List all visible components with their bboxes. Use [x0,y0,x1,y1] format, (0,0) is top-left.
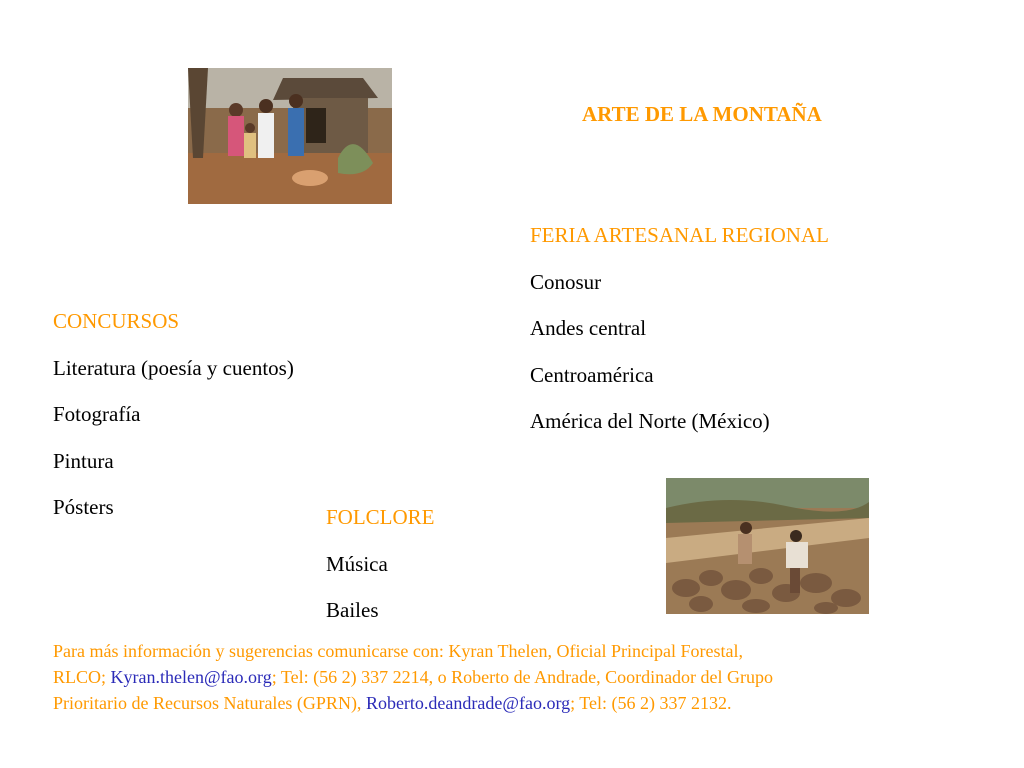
folclore-heading: FOLCLORE [326,505,435,529]
list-item: Literatura (poesía y cuentos) [53,355,294,380]
list-item: Pintura [53,448,114,473]
list-item: Pósters [53,495,114,519]
list-item: Andes central [530,316,647,340]
family-photo-image [188,68,392,204]
footer-text: RLCO; [53,667,111,687]
feria-section [530,212,829,445]
concursos-section [53,298,294,531]
footer-text: Prioritario de Recursos Naturales (GPRN), [53,693,366,713]
page-title: ARTE DE LA MONTAÑA [582,102,822,126]
family-photo [188,68,392,204]
concursos-heading: CONCURSOS [53,309,180,333]
folclore-section [326,494,435,634]
footer-line-1: Para más información y sugerencias comunicarse con: Kyran Thelen, Oficial Principal Forestal, [53,641,743,661]
list-item: Música [326,551,388,576]
list-item: Bailes [326,598,379,622]
list-item: Conosur [530,269,602,294]
feria-heading: FERIA ARTESANAL REGIONAL [530,223,829,247]
contact-footer [53,638,983,716]
footer-text: ; Tel: (56 2) 337 2132. [570,693,732,713]
stone-wall-photo [666,478,869,614]
footer-line-3 [53,690,983,716]
list-item: Fotografía [53,402,141,426]
list-item: Centroamérica [530,362,654,387]
email-link-roberto[interactable]: Roberto.deandrade@fao.org [365,693,571,713]
stone-wall-photo-image [666,478,869,614]
list-item: América del Norte (México) [530,409,770,433]
footer-text: ; Tel: (56 2) 337 2214, o Roberto de Andrade, Coordinador del Grupo [271,667,774,687]
footer-line-2 [53,664,983,690]
email-link-kyran[interactable]: Kyran.thelen@fao.org [110,667,272,687]
